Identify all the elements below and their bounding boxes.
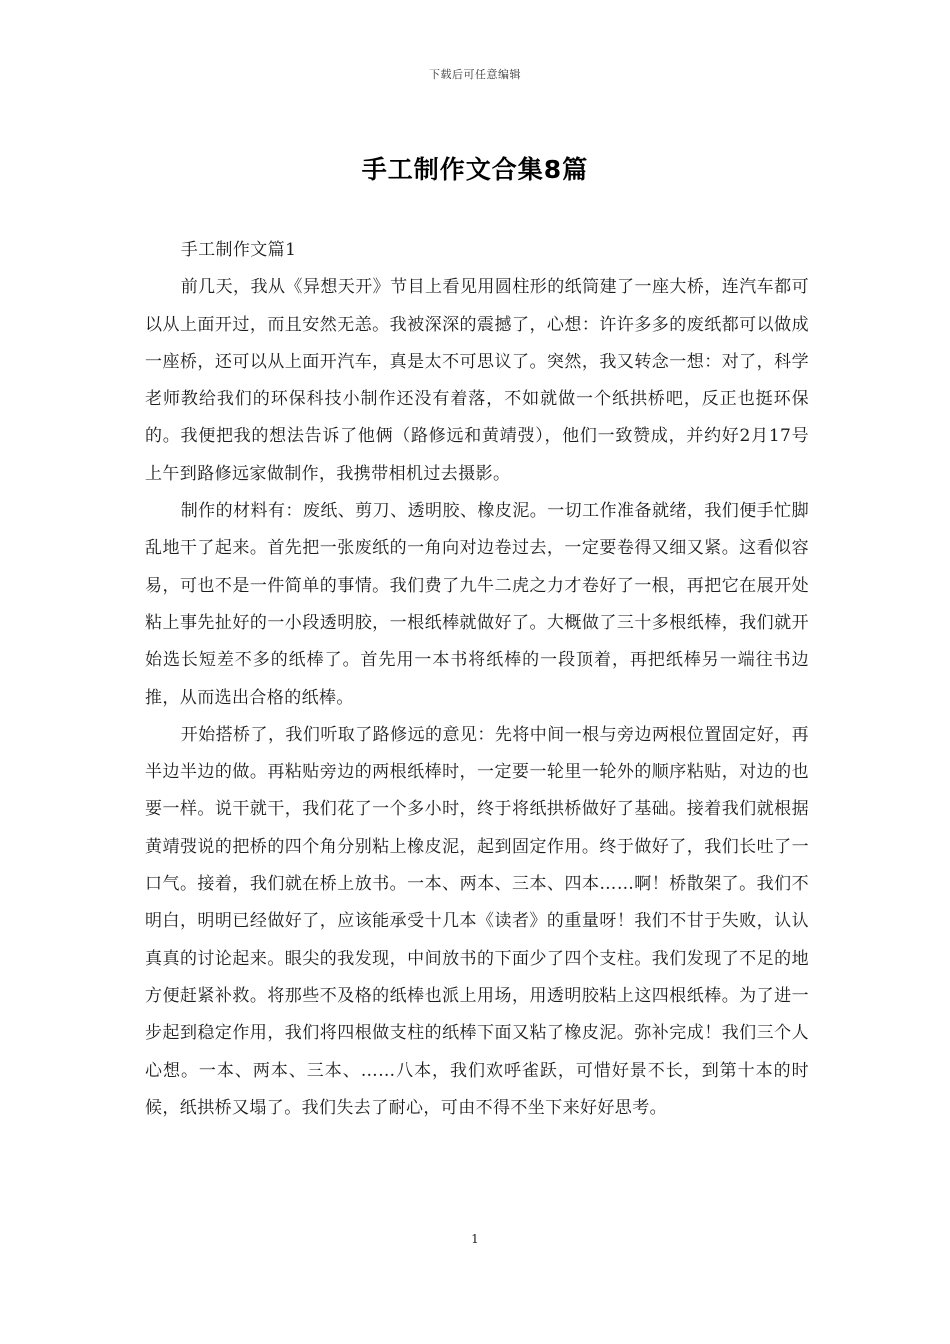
section-heading: 手工制作文篇1 [180,240,297,260]
paragraph: 前几天，我从《异想天开》节目上看见用圆柱形的纸筒建了一座大桥，连汽车都可以从上面开过，而且安然无恙。我被深深的震撼了，心想：许许多多的废纸都可以做成一座桥，还可以从上面开汽车，真是太不可思议了。突然，我又转念一想：对了，科学老师教给我们的环保科技小制作还没有着落，不如就做一个纸拱桥吧，反正也挺环保的。我便把我的想法告诉了他俩（路修远和黄靖弢），他们一致赞成，并约好2月17号上午到路修远家做制作，我携带相机过去摄影。 [145,277,809,484]
page-header: 下载后可任意编辑 [429,68,521,81]
paragraph: 开始搭桥了，我们听取了路修远的意见：先将中间一根与旁边两根位置固定好，再半边半边的做。再粘贴旁边的两根纸棒时，一定要一轮里一轮外的顺序粘贴，对边的也要一样。说干就干，我们花了一个多小时，终于将纸拱桥做好了基础。接着我们就根据黄靖弢说的把桥的四个角分别粘上橡皮泥，起到固定作用。终于做好了，我们长吐了一口气。接着，我们就在桥上放书。一本、两本、三本、四本……啊！桥散架了。我们不明白，明明已经做好了，应该能承受十几本《读者》的重量呀！我们不甘于失败，认认真真的讨论起来。眼尖的我发现，中间放书的下面少了四个支柱。我们发现了不足的地方便赶紧补救。将那些不及格的纸棒也派上用场，用透明胶粘上这四根纸棒。为了进一步起到稳定作用，我们将四根做支柱的纸棒下面又粘了橡皮泥。弥补完成！我们三个人心想。一本、两本、三本、……八本，我们欢呼雀跃，可惜好景不长，到第十本的时候，纸拱桥又塌了。我们失去了耐心，可由不得不坐下来好好思考。 [145,724,809,1118]
paragraph: 制作的材料有：废纸、剪刀、透明胶、橡皮泥。一切工作准备就绪，我们便手忙脚乱地干了起来。首先把一张废纸的一角向对边卷过去，一定要卷得又细又紧。这看似容易，可也不是一件简单的事情。我们费了九牛二虎之力才卷好了一根，再把它在展开处粘上事先扯好的一小段透明胶，一根纸棒就做好了。大概做了三十多根纸棒，我们就开始选长短差不多的纸棒了。首先用一本书将纸棒的一段顶着，再把纸棒另一端往书边推，从而选出合格的纸棒。 [145,501,809,708]
page-number: 1 [471,1232,479,1246]
document-title: 手工制作文合集8篇 [361,155,589,184]
document-body [145,232,809,1127]
